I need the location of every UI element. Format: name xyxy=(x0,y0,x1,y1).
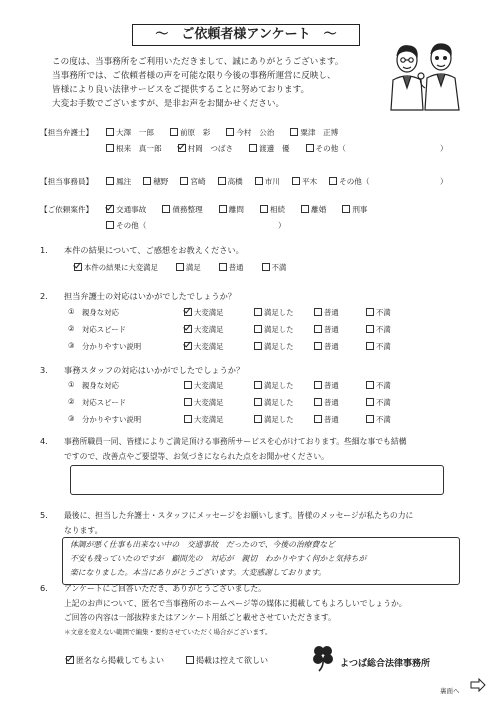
checkbox[interactable] xyxy=(184,398,192,406)
checkbox[interactable] xyxy=(74,263,82,271)
option-label: その他（ xyxy=(339,177,370,186)
survey-title: ～ ご依頼者様アンケート ～ xyxy=(132,24,360,46)
checkbox-option[interactable] xyxy=(219,263,244,272)
option-label: 刑事 xyxy=(352,205,368,214)
checkbox[interactable] xyxy=(306,144,314,152)
option-label: 穂野 xyxy=(153,177,169,186)
option-label: 渡邊 優 xyxy=(259,144,290,153)
q3-number: 3. xyxy=(40,365,48,375)
intro-line: 大変お手数でございますが、是非お声をお聞かせください。 xyxy=(52,99,285,109)
checkbox[interactable] xyxy=(184,308,192,316)
rating-option[interactable] xyxy=(184,341,224,352)
checkbox[interactable] xyxy=(106,128,114,136)
rating-row-number: ③ xyxy=(68,414,75,423)
checkbox[interactable] xyxy=(314,415,322,423)
option-label: 離問 xyxy=(228,205,244,214)
consent-no-label: 掲載は控えて欲しい xyxy=(196,656,268,665)
checkbox[interactable] xyxy=(260,205,268,213)
handwritten-line: 不安も残っていたのですが 顧問先の 対応が 親切 わかりやすく何かと気持ちが xyxy=(70,554,367,563)
rating-option[interactable] xyxy=(184,380,224,391)
consent-no[interactable] xyxy=(186,655,268,666)
checkbox-option[interactable] xyxy=(162,205,202,214)
case-label: 【ご依頼案件】 xyxy=(40,205,94,214)
option-label: 宮崎 xyxy=(190,177,206,186)
checkbox[interactable] xyxy=(176,263,184,271)
checkbox-option[interactable] xyxy=(143,177,168,186)
rating-option[interactable] xyxy=(366,307,391,318)
rating-row-number: ① xyxy=(68,380,75,389)
rating-option-label: 満足した xyxy=(264,398,294,407)
rating-row xyxy=(68,307,468,324)
checkbox[interactable] xyxy=(184,342,192,350)
q5-line2: なります。 xyxy=(64,526,103,535)
option-label: 離婚 xyxy=(311,205,327,214)
rating-option-label: 不満 xyxy=(376,308,391,317)
q6-line1: アンケートにご回答いただき、ありがとうございました。 xyxy=(64,584,266,593)
checkbox-option[interactable] xyxy=(106,205,146,214)
rating-row-number: ② xyxy=(68,397,75,406)
rating-option[interactable] xyxy=(366,341,391,352)
option-label: 根来 真一郎 xyxy=(116,144,162,153)
checkbox[interactable] xyxy=(218,177,226,185)
consent-yes-label: 匿名なら掲載してもよい xyxy=(76,656,164,665)
checkbox[interactable] xyxy=(178,144,186,152)
option-label: その他（ xyxy=(315,144,346,153)
rating-option[interactable] xyxy=(366,324,391,335)
option-label: 村岡 つばさ xyxy=(187,144,234,153)
rating-row-label: 対応スピード xyxy=(82,398,127,407)
checkbox-option[interactable] xyxy=(342,205,367,214)
rating-option[interactable] xyxy=(254,324,294,335)
checkbox[interactable] xyxy=(254,342,262,350)
rating-option-label: 普通 xyxy=(324,415,339,424)
checkbox-option[interactable] xyxy=(260,205,285,214)
intro-line: この度は、当事務所をご利用いただきまして、誠にありがとうございます。 xyxy=(52,57,344,67)
staff-row xyxy=(106,176,382,187)
checkbox-option[interactable] xyxy=(180,177,205,186)
option-label: 不満 xyxy=(271,263,287,272)
rating-option-label: 満足した xyxy=(264,415,294,424)
checkbox[interactable] xyxy=(314,325,322,333)
rating-row-label: 対応スピード xyxy=(82,325,127,334)
q2-text: 担当弁護士の対応はいかがでしたでしょうか？ xyxy=(64,291,236,301)
checkbox[interactable] xyxy=(366,415,374,423)
rating-option-label: 不満 xyxy=(376,398,391,407)
option-label: 相続 xyxy=(269,205,286,214)
rating-option-label: 大変満足 xyxy=(194,415,224,424)
rating-row-number: ② xyxy=(68,324,75,333)
checkbox[interactable] xyxy=(254,381,262,389)
checkbox-option[interactable] xyxy=(106,177,131,186)
checkbox[interactable] xyxy=(254,325,262,333)
rating-row-label: 分かりやすい説明 xyxy=(82,415,142,424)
checkbox-option[interactable] xyxy=(106,144,162,153)
case-row xyxy=(106,204,384,215)
option-label: 鳳注 xyxy=(116,177,132,186)
handwritten-line: 楽になりました。本当にありがとうございます。大変感謝しております。 xyxy=(70,568,327,577)
q4-number: 4. xyxy=(40,436,48,446)
checkbox-option[interactable] xyxy=(306,144,346,153)
q4-answer-box[interactable] xyxy=(70,465,444,495)
q6-note: ＊文意を変えない範囲で編集・要約させていただく場合がございます。 xyxy=(64,628,272,636)
rating-option-label: 満足した xyxy=(264,342,294,351)
rating-option-label: 普通 xyxy=(324,342,339,351)
q2-number: 2. xyxy=(40,291,48,301)
rating-option-label: 不満 xyxy=(376,342,391,351)
case-other[interactable] xyxy=(106,220,146,231)
rating-option-label: 大変満足 xyxy=(194,381,224,390)
checkbox[interactable] xyxy=(314,381,322,389)
lawyers-row-2 xyxy=(106,143,362,154)
checkbox-option[interactable] xyxy=(170,128,210,137)
staff-label: 【担当事務員】 xyxy=(40,177,94,186)
option-label: 交通事故 xyxy=(116,205,147,214)
arrow-right-icon[interactable] xyxy=(470,678,486,692)
rating-row xyxy=(68,414,468,431)
checkbox[interactable] xyxy=(342,205,350,213)
rating-option[interactable] xyxy=(184,414,224,425)
checkbox[interactable] xyxy=(143,177,151,185)
checkbox[interactable] xyxy=(106,177,114,185)
checkbox[interactable] xyxy=(366,398,374,406)
rating-option[interactable] xyxy=(314,397,339,408)
q6-number: 6. xyxy=(40,583,48,593)
rating-row-number: ① xyxy=(68,307,75,316)
checkbox[interactable] xyxy=(186,656,194,664)
lawyers-illustration xyxy=(385,40,465,112)
checkbox[interactable] xyxy=(366,381,374,389)
rating-option[interactable] xyxy=(254,307,294,318)
option-label: 前原 彩 xyxy=(179,128,211,137)
rating-row xyxy=(68,341,468,358)
checkbox[interactable] xyxy=(219,263,227,271)
checkbox-option[interactable] xyxy=(301,205,326,214)
staff-close: ） xyxy=(440,177,448,186)
option-label: 満足 xyxy=(185,263,201,272)
rating-option-label: 不満 xyxy=(376,381,391,390)
checkbox[interactable] xyxy=(329,177,337,185)
checkbox[interactable] xyxy=(301,205,309,213)
rating-row-number: ③ xyxy=(68,341,75,350)
q6-line3: ご回答の内容は一部抜粋またはアンケート用紙ごと載せさせていただきます。 xyxy=(64,613,336,622)
checkbox[interactable] xyxy=(106,221,114,229)
rating-option[interactable] xyxy=(314,380,339,391)
checkbox[interactable] xyxy=(106,144,114,152)
checkbox[interactable] xyxy=(366,325,374,333)
q1-text: 本件の結果について、ご感想をお教えください。 xyxy=(64,245,244,255)
checkbox[interactable] xyxy=(184,325,192,333)
q3-text: 事務スタッフの対応はいかがでしたでしょうか？ xyxy=(64,365,245,375)
checkbox[interactable] xyxy=(226,128,234,136)
q1-options xyxy=(74,262,304,273)
checkbox-option[interactable] xyxy=(178,144,234,153)
checkbox-option[interactable] xyxy=(255,177,280,186)
case-close: ） xyxy=(278,221,286,230)
intro-line: 当事務所では、ご依頼者様の声を可能な限り今後の事務所運営に反映し、 xyxy=(52,71,336,81)
rating-option-label: 満足した xyxy=(264,325,294,334)
q5-number: 5. xyxy=(40,510,48,520)
rating-option[interactable] xyxy=(314,324,339,335)
rating-option[interactable] xyxy=(184,307,224,318)
rating-option[interactable] xyxy=(254,397,294,408)
lawyers-close: ） xyxy=(440,144,448,153)
rating-option-label: 満足した xyxy=(264,308,294,317)
option-label: 平木 xyxy=(301,177,318,186)
clover-logo xyxy=(310,644,336,672)
q3-rows xyxy=(68,380,468,431)
rating-option-label: 不満 xyxy=(376,325,391,334)
rating-option-label: 普通 xyxy=(324,325,339,334)
q1-number: 1. xyxy=(40,245,48,255)
option-label: 債務整理 xyxy=(172,205,203,214)
checkbox[interactable] xyxy=(254,415,262,423)
rating-option[interactable] xyxy=(314,307,339,318)
checkbox-option[interactable] xyxy=(219,205,244,214)
rating-option-label: 大変満足 xyxy=(194,325,224,334)
back-page-label[interactable]: 裏面へ xyxy=(440,687,460,695)
checkbox[interactable] xyxy=(254,398,262,406)
rating-row-label: 親身な対応 xyxy=(82,381,119,390)
consent-yes[interactable] xyxy=(66,655,164,666)
rating-option[interactable] xyxy=(366,397,391,408)
checkbox[interactable] xyxy=(162,205,170,213)
option-label: 本件の結果に大変満足 xyxy=(84,263,158,272)
q4-line2: ですので、改善点やご要望等、お気づきになられた点をお聞かせください。 xyxy=(64,452,329,461)
lawyers-row-1 xyxy=(106,127,354,138)
checkbox[interactable] xyxy=(255,177,263,185)
q4-line1: 事務所職員一同、皆様によりご満足頂ける事務所サービスを心がけております。些細な事でも結構 xyxy=(64,437,407,446)
rating-option[interactable] xyxy=(314,414,339,425)
checkbox-option[interactable] xyxy=(292,177,317,186)
checkbox-option[interactable] xyxy=(226,128,274,137)
rating-option-label: 普通 xyxy=(324,398,339,407)
option-label: 高橋 xyxy=(227,177,243,186)
checkbox[interactable] xyxy=(106,205,114,213)
rating-option[interactable] xyxy=(366,414,391,425)
rating-option[interactable] xyxy=(184,397,224,408)
rating-option[interactable] xyxy=(366,380,391,391)
checkbox[interactable] xyxy=(184,381,192,389)
checkbox[interactable] xyxy=(314,398,322,406)
rating-option[interactable] xyxy=(314,341,339,352)
rating-row xyxy=(68,324,468,341)
checkbox[interactable] xyxy=(366,342,374,350)
rating-option[interactable] xyxy=(254,414,294,425)
checkbox[interactable] xyxy=(292,177,300,185)
checkbox[interactable] xyxy=(366,308,374,316)
checkbox-option[interactable] xyxy=(262,263,287,272)
checkbox[interactable] xyxy=(180,177,188,185)
rating-option-label: 大変満足 xyxy=(194,308,224,317)
checkbox[interactable] xyxy=(66,656,74,664)
checkbox-option[interactable] xyxy=(106,128,154,137)
rating-option[interactable] xyxy=(184,324,224,335)
checkbox-option[interactable] xyxy=(74,263,158,272)
rating-option[interactable] xyxy=(254,380,294,391)
rating-option-label: 大変満足 xyxy=(194,398,224,407)
rating-option-label: 不満 xyxy=(376,415,391,424)
option-label: 粟津 正博 xyxy=(300,128,339,137)
checkbox[interactable] xyxy=(170,128,178,136)
q5-line1: 最後に、担当した弁護士・スタッフにメッセージをお願いします。皆様のメッセージが私たちの力に xyxy=(64,511,414,520)
intro-text xyxy=(52,55,382,111)
q6-line2: 上記のお声について、匿名で当事務所のホームページ等の媒体に掲載してもよろしいでしょうか。 xyxy=(64,599,407,608)
firm-name: よつば総合法律事務所 xyxy=(340,659,431,669)
checkbox[interactable] xyxy=(290,128,298,136)
rating-option-label: 満足した xyxy=(264,381,294,390)
rating-option-label: 普通 xyxy=(324,381,339,390)
checkbox[interactable] xyxy=(219,205,227,213)
case-other-label: その他（ xyxy=(116,221,147,230)
checkbox-option[interactable] xyxy=(176,263,201,272)
checkbox[interactable] xyxy=(314,342,322,350)
rating-row-label: 親身な対応 xyxy=(82,308,119,317)
option-label: 今村 公治 xyxy=(236,128,275,137)
checkbox-option[interactable] xyxy=(249,144,289,153)
checkbox[interactable] xyxy=(184,415,192,423)
intro-line: 皆様により良い法律サービスをご提供することに努めております。 xyxy=(52,85,310,95)
rating-row xyxy=(68,380,468,397)
option-label: 大澤 一郎 xyxy=(116,128,154,137)
checkbox[interactable] xyxy=(249,144,257,152)
q2-rows xyxy=(68,307,468,358)
rating-option-label: 大変満足 xyxy=(194,342,224,351)
checkbox-option[interactable] xyxy=(329,177,369,186)
checkbox-option[interactable] xyxy=(290,128,338,137)
rating-option-label: 普通 xyxy=(324,308,339,317)
lawyers-label: 【担当弁護士】 xyxy=(40,128,94,137)
rating-row-label: 分かりやすい説明 xyxy=(82,342,142,351)
option-label: 普通 xyxy=(228,263,244,272)
rating-row xyxy=(68,397,468,414)
checkbox[interactable] xyxy=(254,308,262,316)
checkbox[interactable] xyxy=(314,308,322,316)
checkbox[interactable] xyxy=(262,263,270,271)
rating-option[interactable] xyxy=(254,341,294,352)
checkbox-option[interactable] xyxy=(218,177,243,186)
option-label: 市川 xyxy=(264,177,280,186)
handwritten-line: 体調が悪く仕事も出来ない中の 交通事故 だったので、今後の治療費など xyxy=(70,540,335,549)
